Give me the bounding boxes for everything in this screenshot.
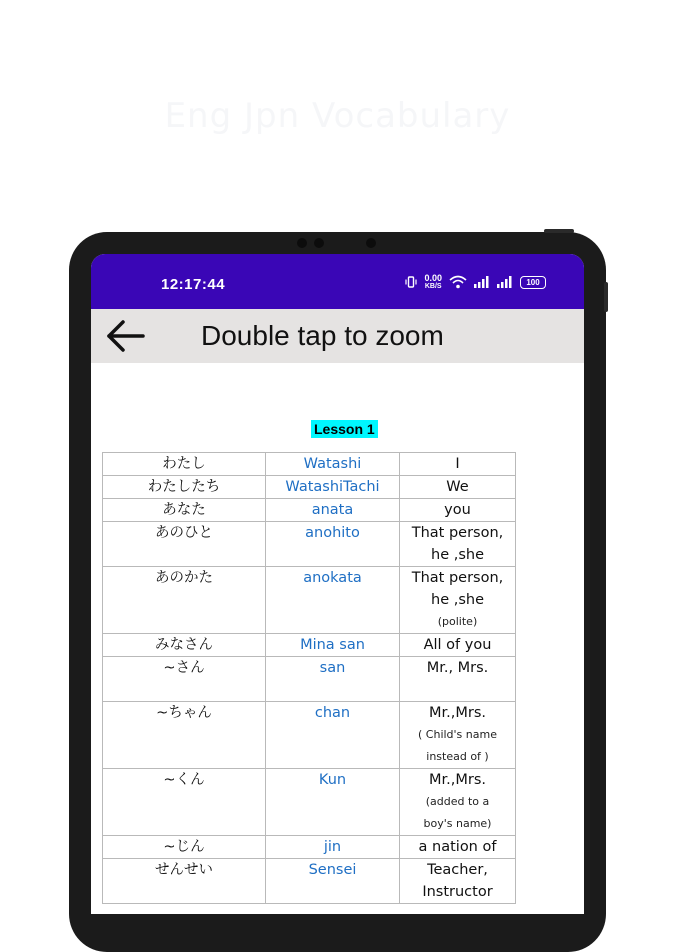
japanese-word: わたし <box>103 453 266 476</box>
meaning-line: Instructor <box>422 884 493 900</box>
signal-strength-icon <box>474 276 490 288</box>
meaning-line: Teacher, <box>427 862 488 878</box>
table-row <box>103 859 516 904</box>
romaji-word: Kun <box>266 769 400 836</box>
meaning-note: (polite) <box>437 615 478 628</box>
romaji-word: anata <box>266 499 400 522</box>
english-meaning <box>400 702 516 769</box>
network-speed <box>424 274 442 290</box>
net-speed-value: 0.00 <box>424 273 442 283</box>
meaning-line: a nation of <box>418 839 497 855</box>
vocabulary-table <box>102 452 516 904</box>
meaning-note: (added to a <box>425 795 490 808</box>
meaning-note: boy's name) <box>423 817 492 830</box>
japanese-word: みなさん <box>103 634 266 657</box>
device-screen <box>91 254 584 914</box>
table-row <box>103 702 516 769</box>
table-row <box>103 769 516 836</box>
japanese-word: ~じん <box>103 836 266 859</box>
romaji-word: WatashiTachi <box>266 476 400 499</box>
lesson-document[interactable] <box>91 363 584 914</box>
meaning-line: you <box>444 502 471 518</box>
meaning-line: Mr.,Mrs. <box>429 705 486 721</box>
romaji-word: Sensei <box>266 859 400 904</box>
table-row <box>103 453 516 476</box>
japanese-word: わたしたち <box>103 476 266 499</box>
sensor-dot <box>314 238 324 248</box>
japanese-word: せんせい <box>103 859 266 904</box>
status-time: 12:17:44 <box>161 276 226 293</box>
japanese-word: ~ちゃん <box>103 702 266 769</box>
table-row <box>103 567 516 634</box>
meaning-line: Mr.,Mrs. <box>429 772 486 788</box>
vibrate-icon <box>405 276 417 288</box>
romaji-word: anokata <box>266 567 400 634</box>
wifi-icon <box>449 275 467 289</box>
power-button <box>544 229 574 233</box>
meaning-line: he ,she <box>431 547 484 563</box>
english-meaning <box>400 836 516 859</box>
romaji-word: Watashi <box>266 453 400 476</box>
romaji-word: anohito <box>266 522 400 567</box>
english-meaning <box>400 769 516 836</box>
romaji-word: jin <box>266 836 400 859</box>
english-meaning <box>400 499 516 522</box>
battery-indicator: 100 <box>520 276 546 289</box>
english-meaning <box>400 476 516 499</box>
meaning-line: he ,she <box>431 592 484 608</box>
romaji-word: chan <box>266 702 400 769</box>
meaning-note: ( Child's name <box>418 728 497 741</box>
meaning-note: instead of ) <box>426 750 489 763</box>
lesson-heading: Lesson 1 <box>311 420 378 438</box>
net-speed-unit: KB/S <box>424 283 442 290</box>
meaning-line: That person, <box>411 570 504 586</box>
english-meaning <box>400 634 516 657</box>
app-bar <box>91 309 584 363</box>
status-icons <box>405 274 546 290</box>
table-row <box>103 634 516 657</box>
japanese-word: あのひと <box>103 522 266 567</box>
page-title: Double tap to zoom <box>201 320 444 351</box>
english-meaning <box>400 567 516 634</box>
japanese-word: あのかた <box>103 567 266 634</box>
japanese-word: ~さん <box>103 657 266 702</box>
table-row <box>103 499 516 522</box>
romaji-word: Mina san <box>266 634 400 657</box>
english-meaning <box>400 522 516 567</box>
back-arrow-icon[interactable] <box>105 320 145 352</box>
meaning-line: Mr., Mrs. <box>426 660 489 676</box>
table-row <box>103 476 516 499</box>
table-row <box>103 836 516 859</box>
english-meaning <box>400 859 516 904</box>
japanese-word: ~くん <box>103 769 266 836</box>
background-faint-heading: Eng Jpn Vocabulary <box>164 96 511 136</box>
signal-strength-icon <box>497 276 513 288</box>
front-camera <box>366 238 376 248</box>
english-meaning <box>400 657 516 702</box>
status-bar <box>91 254 584 309</box>
volume-button <box>604 282 608 312</box>
sensor-dot <box>297 238 307 248</box>
meaning-line: That person, <box>411 525 504 541</box>
japanese-word: あなた <box>103 499 266 522</box>
meaning-line: We <box>446 479 469 495</box>
romaji-word: san <box>266 657 400 702</box>
meaning-line: I <box>455 456 460 472</box>
table-row <box>103 657 516 702</box>
table-row <box>103 522 516 567</box>
english-meaning <box>400 453 516 476</box>
meaning-line: All of you <box>423 637 492 653</box>
